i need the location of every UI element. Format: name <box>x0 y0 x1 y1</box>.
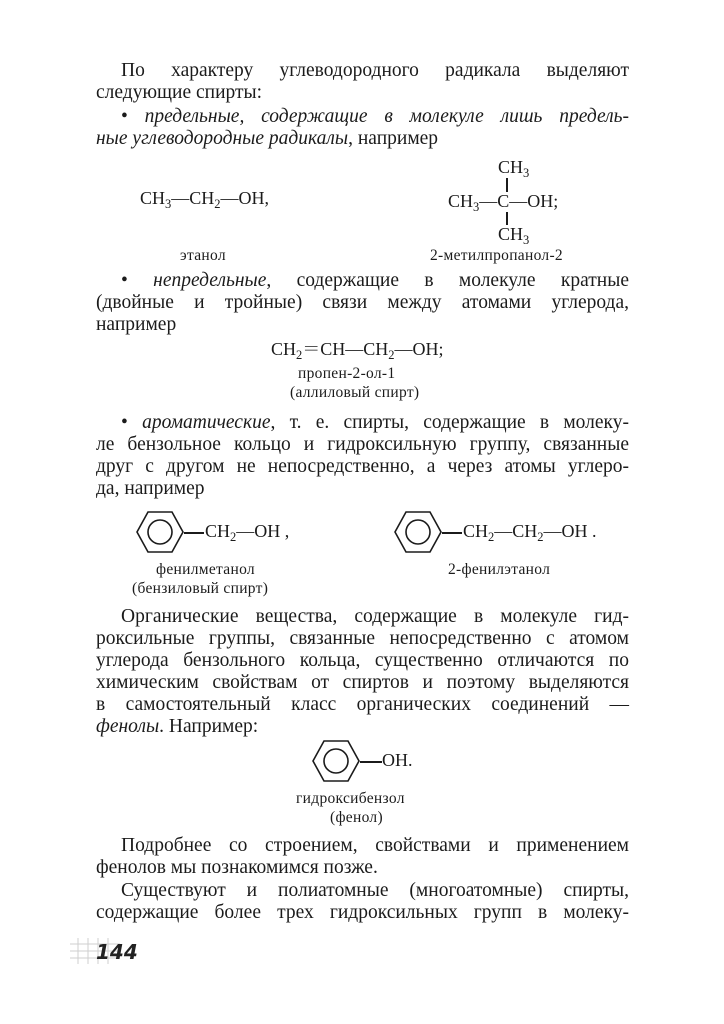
mp-main-row: $CH_3—C—OH$; <box>448 191 559 214</box>
ethanol-formula: $CH_3—CH_2—OH$, <box>140 188 270 211</box>
allyl-name: пропен-2-ол-1 <box>298 365 396 382</box>
benzene-ring-icon <box>312 738 360 786</box>
ethanol-name: этанол <box>180 247 226 264</box>
unsaturated-line-3: например <box>96 314 177 335</box>
phenols-rest: . Например: <box>159 716 259 737</box>
aromatic-line-3: друг с другом не непосредственно, а через атомы углеро- <box>96 456 629 477</box>
aromatic-line-4: да, например <box>96 478 205 499</box>
phenylethanol-bond <box>442 532 462 534</box>
phenol-common-name: (фенол) <box>330 809 383 826</box>
phenols-line-3: углерода бензольного кольца, существенно отличаются по <box>96 650 629 671</box>
unsaturated-line-1 <box>96 270 629 292</box>
phenol-name: гидроксибензол <box>296 790 405 807</box>
allyl-common-name: (аллиловый спирт) <box>290 384 420 401</box>
phenols-line-4: химическим свойствам от спиртов и поэтому выделяются <box>96 672 629 693</box>
aromatic-line-2: ле бензольное кольцо и гидроксильную группу, связанные <box>96 434 629 455</box>
benzene-ring-icon <box>136 509 184 557</box>
phenol-formula: OH. <box>382 750 413 770</box>
mp-bottom-methyl: $CH_3$ <box>498 224 530 247</box>
phenols-line-2: роксильные группы, связанные непосредственно с атомом <box>96 628 629 649</box>
phenylmethanol-formula: $CH_2—OH$ , <box>205 521 290 544</box>
methylpropanol-name: 2-метилпропанол-2 <box>430 247 563 264</box>
bullet: • <box>121 412 128 433</box>
outro-line-4: содержащие более трех гидроксильных групп в молеку- <box>96 902 629 923</box>
saturated-term: предельные, содержащие в молекуле лишь предель- <box>144 106 630 127</box>
phenylmethanol-common-name: (бензиловый спирт) <box>132 580 269 597</box>
phenylmethanol-name: фенилметанол <box>156 561 255 578</box>
mp-bond-top <box>506 178 508 192</box>
allyl-formula: $CH_2=CH—CH_2—OH$; <box>271 339 444 362</box>
saturated-rest: , например <box>348 128 439 149</box>
saturated-term-cont: ные углеводородные радикалы <box>96 128 349 149</box>
saturated-line-1 <box>96 106 629 128</box>
aromatic-line-1 <box>96 412 629 434</box>
phenylethanol-formula: $CH_2—CH_2—OH$ . <box>463 521 597 544</box>
aromatic-rest: , т. е. спирты, содержащие в молеку- <box>270 412 630 433</box>
unsaturated-rest: , содержащие в молекуле кратные <box>266 270 629 291</box>
phenylmethanol-bond <box>184 532 204 534</box>
bullet: • <box>121 106 128 127</box>
aromatic-term: ароматические <box>142 412 271 433</box>
phenol-bond <box>360 761 382 763</box>
phenols-term: фенолы <box>96 716 160 737</box>
intro-line-1: По характеру углеводородного радикала выделяют <box>121 60 629 81</box>
outro-line-1: Подробнее со строением, свойствами и применением <box>121 835 629 856</box>
page-number: 144 <box>96 940 138 964</box>
outro-line-2: фенолов мы познакомимся позже. <box>96 857 378 878</box>
intro-line-2: следующие спирты: <box>96 82 263 103</box>
phenols-line-1: Органические вещества, содержащие в молекуле гид- <box>121 606 629 627</box>
phenylethanol-name: 2-фенилэтанол <box>448 561 551 578</box>
mp-top-methyl: $CH_3$ <box>498 157 530 180</box>
outro-line-3: Существуют и полиатомные (многоатомные) спирты, <box>121 880 629 901</box>
unsaturated-term: непредельные <box>153 270 267 291</box>
bullet: • <box>121 270 128 291</box>
phenols-line-5: в самостоятельный класс органических соединений — <box>96 694 629 715</box>
saturated-line-2 <box>96 128 629 150</box>
unsaturated-line-2: (двойные и тройные) связи между атомами углерода, <box>96 292 629 313</box>
phenols-line-6 <box>96 716 629 738</box>
benzene-ring-icon <box>394 509 442 557</box>
